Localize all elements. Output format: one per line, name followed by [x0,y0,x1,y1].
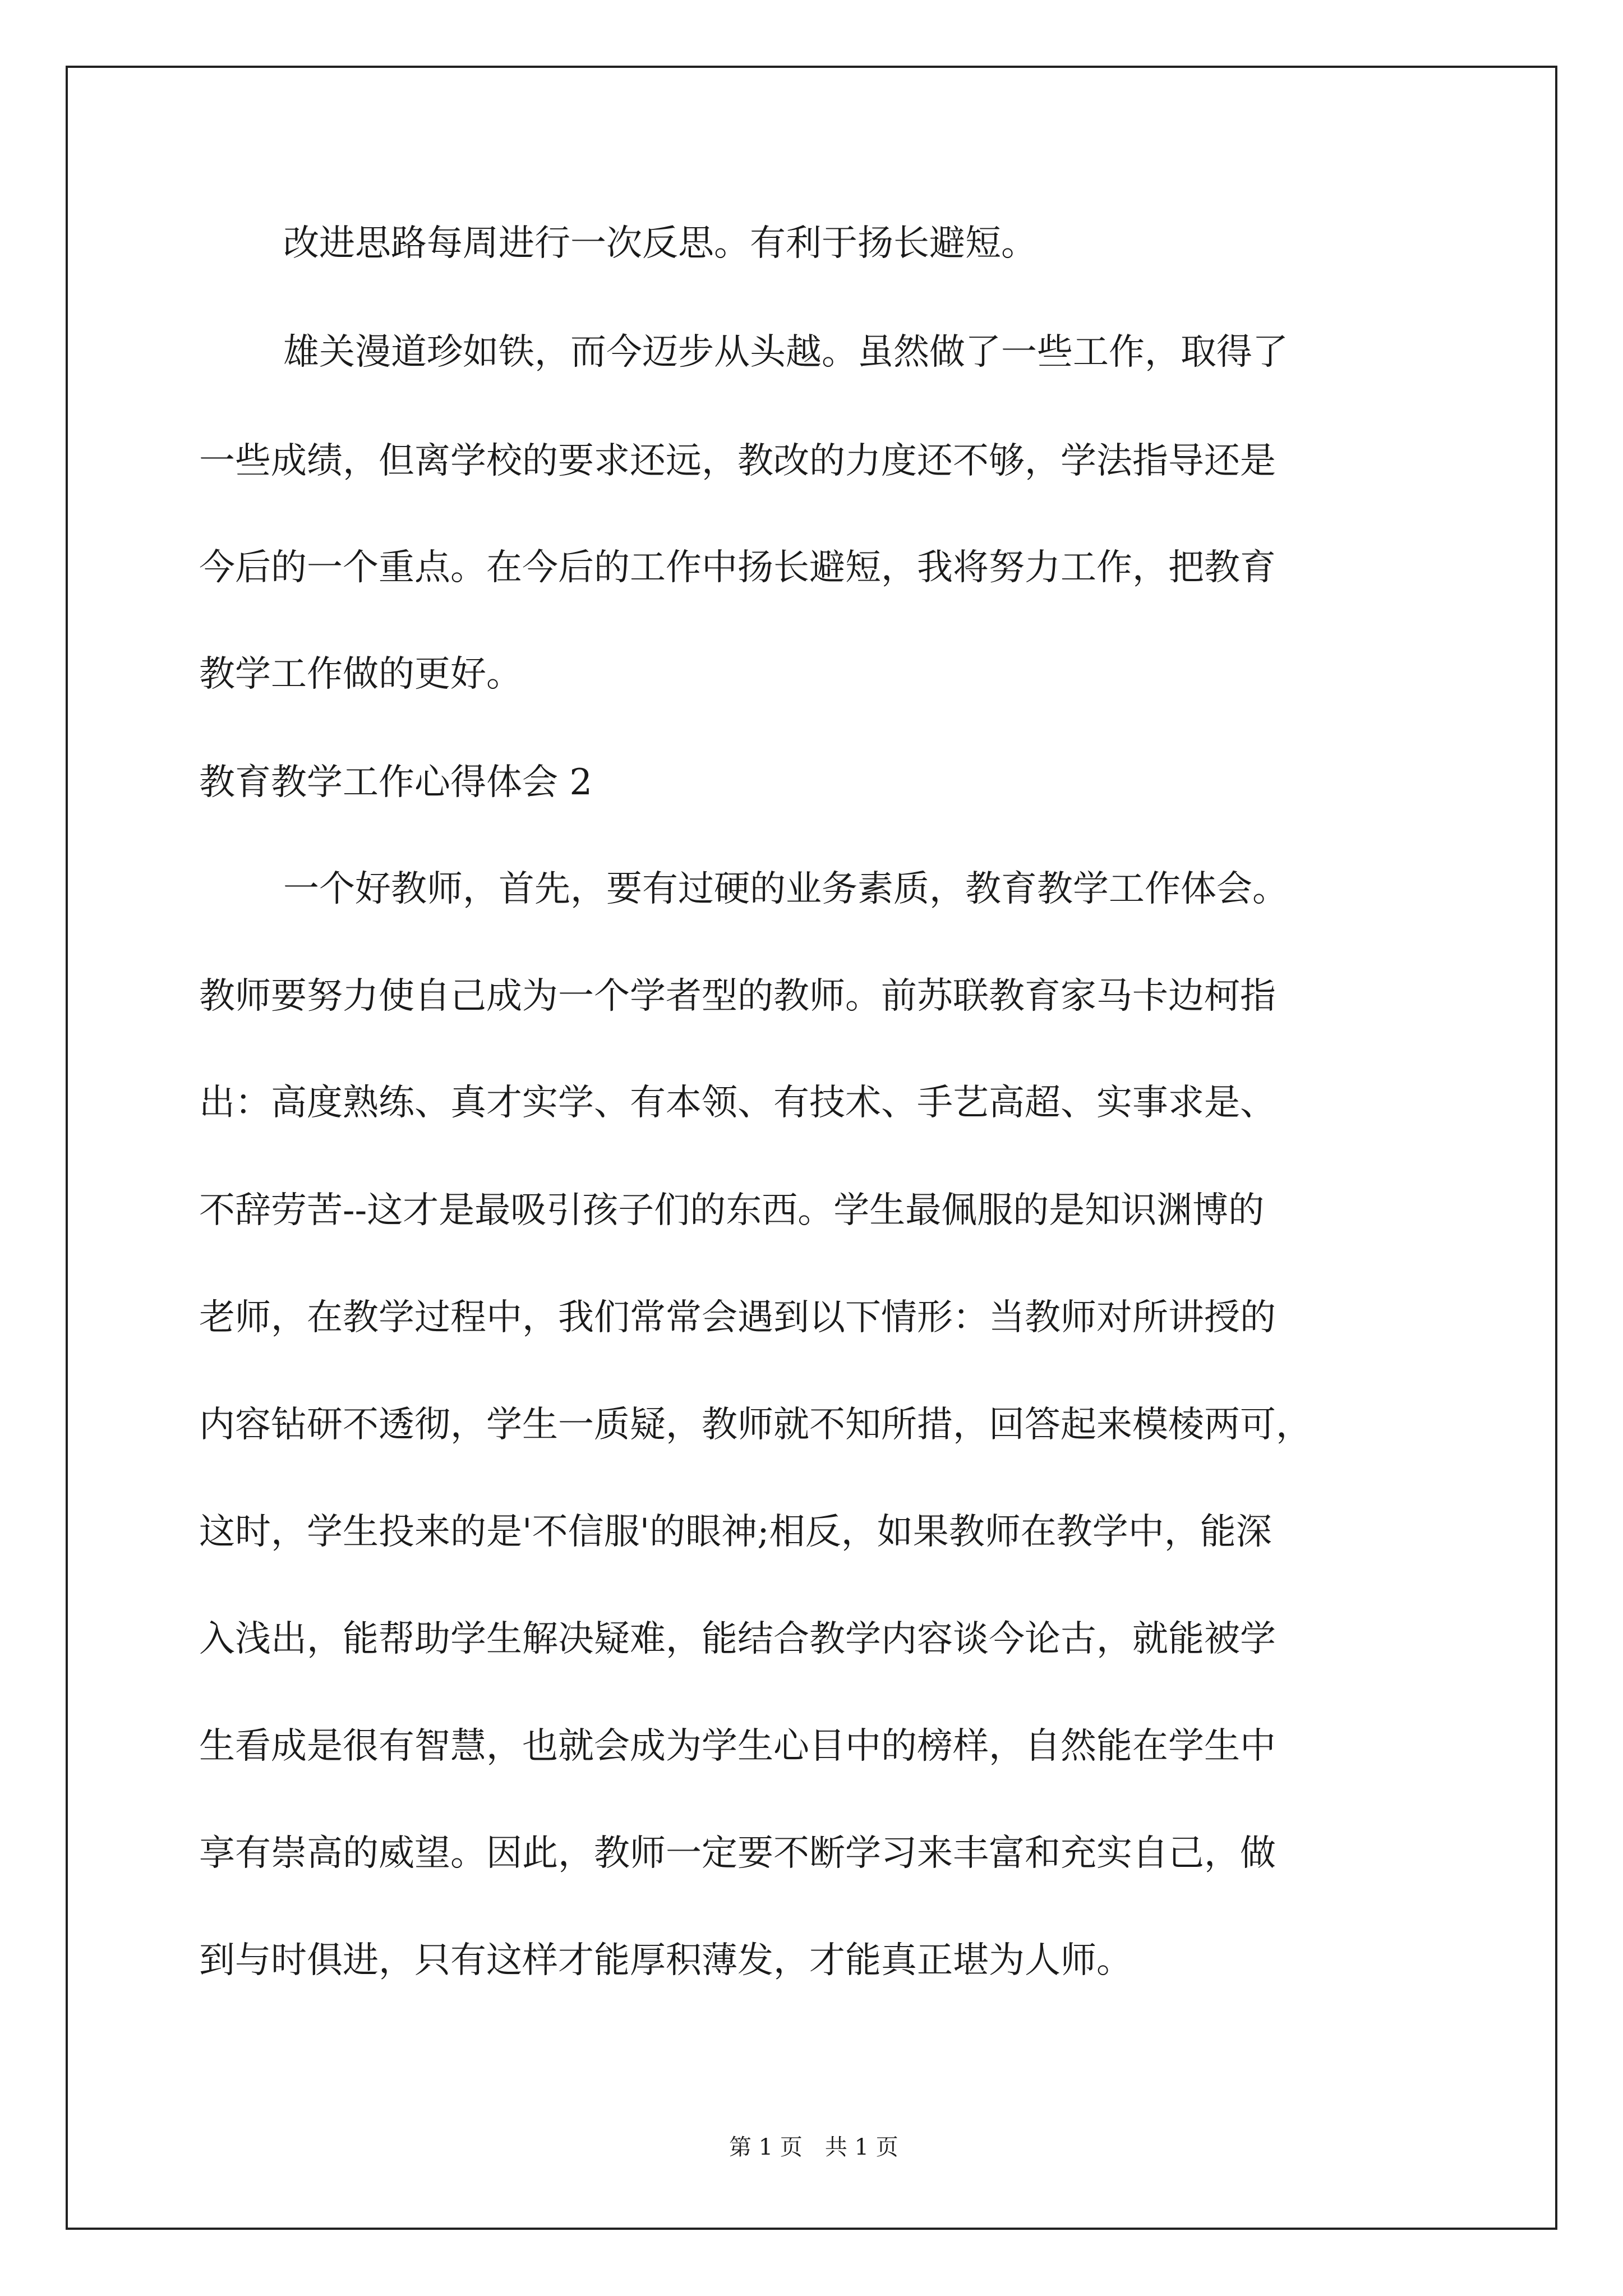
section-heading: 教育教学工作心得体会 2 [199,762,593,803]
paragraph-line: 内容钻研不透彻，学生一质疑，教师就不知所措，回答起来模棱两可， [199,1404,1312,1446]
page-footer: 第 1 页 共 1 页 [729,2134,898,2160]
paragraph-line: 老师，在教学过程中，我们常常会遇到以下情形：当教师对所讲授的 [199,1297,1276,1338]
paragraph-line: 不辞劳苦--这才是最吸引孩子们的东西。学生最佩服的是知识渊博的 [199,1190,1265,1231]
paragraph-line: 到与时俱进，只有这样才能厚积薄发，才能真正堪为人师。 [199,1940,1132,1981]
paragraph-line: 教师要努力使自己成为一个学者型的教师。前苏联教育家马卡边柯指 [199,976,1276,1017]
paragraph-line: 改进思路每周进行一次反思。有利于扬长避短。 [283,223,1037,264]
paragraph-line: 雄关漫道珍如铁，而今迈步从头越。虽然做了一些工作，取得了 [283,332,1288,373]
paragraph-line: 一些成绩，但离学校的要求还远，教改的力度还不够，学法指导还是 [199,440,1276,482]
paragraph-line: 教学工作做的更好。 [199,654,522,695]
paragraph-line: 出：高度熟练、真才实学、有本领、有技术、手艺高超、实事求是、 [199,1082,1276,1124]
page-border [66,66,1557,2230]
paragraph-line: 入浅出，能帮助学生解决疑难，能结合教学内容谈今论古，就能被学 [199,1618,1276,1660]
paragraph-line: 这时，学生投来的是'不信服'的眼神;相反，如果教师在教学中，能深 [199,1511,1272,1553]
paragraph-line: 享有崇高的威望。因此，教师一定要不断学习来丰富和充实自己，做 [199,1833,1276,1874]
paragraph-line: 今后的一个重点。在今后的工作中扬长避短，我将努力工作，把教育 [199,547,1276,588]
paragraph-line: 一个好教师，首先，要有过硬的业务素质，教育教学工作体会。 [283,868,1288,910]
paragraph-line: 生看成是很有智慧，也就会成为学生心目中的榜样，自然能在学生中 [199,1726,1276,1767]
